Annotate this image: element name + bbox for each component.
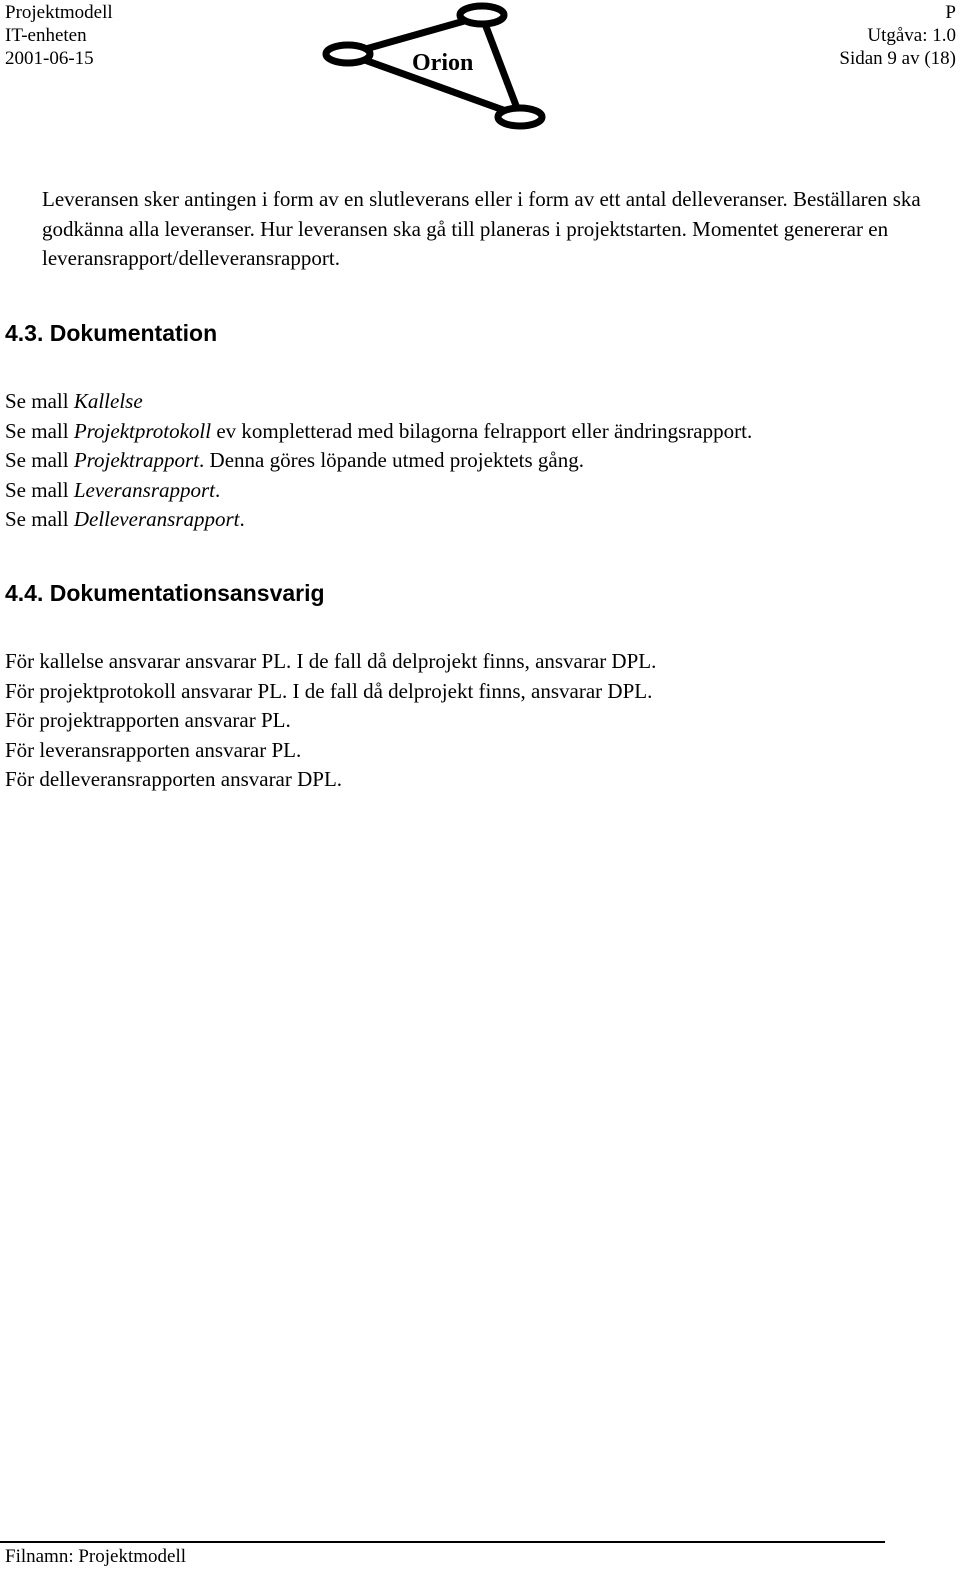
document-date: 2001-06-15 bbox=[5, 48, 94, 69]
header-mark: P bbox=[945, 2, 956, 23]
line-prefix: Se mall bbox=[5, 448, 74, 473]
line-prefix: Se mall bbox=[5, 477, 74, 502]
template-name: Leveransrapport bbox=[73, 477, 215, 502]
ansvarig-list bbox=[5, 647, 656, 795]
template-line bbox=[5, 417, 752, 447]
line-prefix: Se mall bbox=[5, 418, 74, 443]
template-line bbox=[5, 505, 752, 535]
template-line bbox=[5, 476, 752, 506]
document-title: Projektmodell bbox=[5, 2, 113, 23]
line-prefix: Se mall bbox=[5, 389, 74, 413]
footer-divider bbox=[0, 1541, 885, 1543]
responsibility-line: För projektrapporten ansvarar PL. bbox=[5, 708, 291, 733]
intro-paragraph: Leveransen sker antingen i form av en slutleverans eller i form av ett antal delleveranser. Beställaren ska godkänna alla leveranser. Hur leveransen ska gå till planeras i projektstarten. Momentet genererar en leveransrapport/delleveransrapport. bbox=[42, 187, 921, 271]
line-suffix: . bbox=[239, 507, 245, 532]
section-heading-dokumentation: 4.3. Dokumentation bbox=[5, 320, 218, 346]
responsibility-line: För delleveransrapporten ansvarar DPL. bbox=[5, 767, 343, 792]
section-heading-dokumentationsansvarig: 4.4. Dokumentationsansvarig bbox=[5, 580, 325, 606]
logo-text: Orion bbox=[412, 50, 474, 76]
responsibility-line: För projektprotokoll ansvarar PL. I de fall då delprojekt finns, ansvarar DPL. bbox=[5, 678, 653, 703]
dokumentation-list bbox=[5, 387, 752, 535]
edition: Utgåva: 1.0 bbox=[867, 25, 956, 46]
line-suffix: . bbox=[215, 477, 221, 502]
header-left bbox=[5, 1, 113, 70]
responsibility-line: För leveransrapporten ansvarar PL. bbox=[5, 737, 302, 762]
page-number: Sidan 9 av (18) bbox=[839, 48, 956, 69]
line-suffix: . Denna göres löpande utmed projektets gång. bbox=[199, 448, 584, 473]
footer-filename: Filnamn: Projektmodell bbox=[5, 1546, 187, 1567]
orion-logo bbox=[318, 0, 554, 134]
responsibility-line: För kallelse ansvarar ansvarar PL. I de fall då delprojekt finns, ansvarar DPL. bbox=[5, 649, 657, 673]
department: IT-enheten bbox=[5, 25, 87, 46]
template-name: Kallelse bbox=[73, 389, 143, 413]
template-line bbox=[5, 446, 752, 476]
template-name: Delleveransrapport bbox=[73, 507, 240, 532]
template-line bbox=[5, 387, 752, 417]
line-suffix: ev kompletterad med bilagorna felrapport eller ändringsrapport. bbox=[211, 418, 753, 443]
template-name: Projektprotokoll bbox=[73, 418, 212, 443]
line-prefix: Se mall bbox=[5, 507, 74, 532]
header-right bbox=[839, 1, 956, 70]
template-name: Projektrapport bbox=[73, 448, 200, 473]
